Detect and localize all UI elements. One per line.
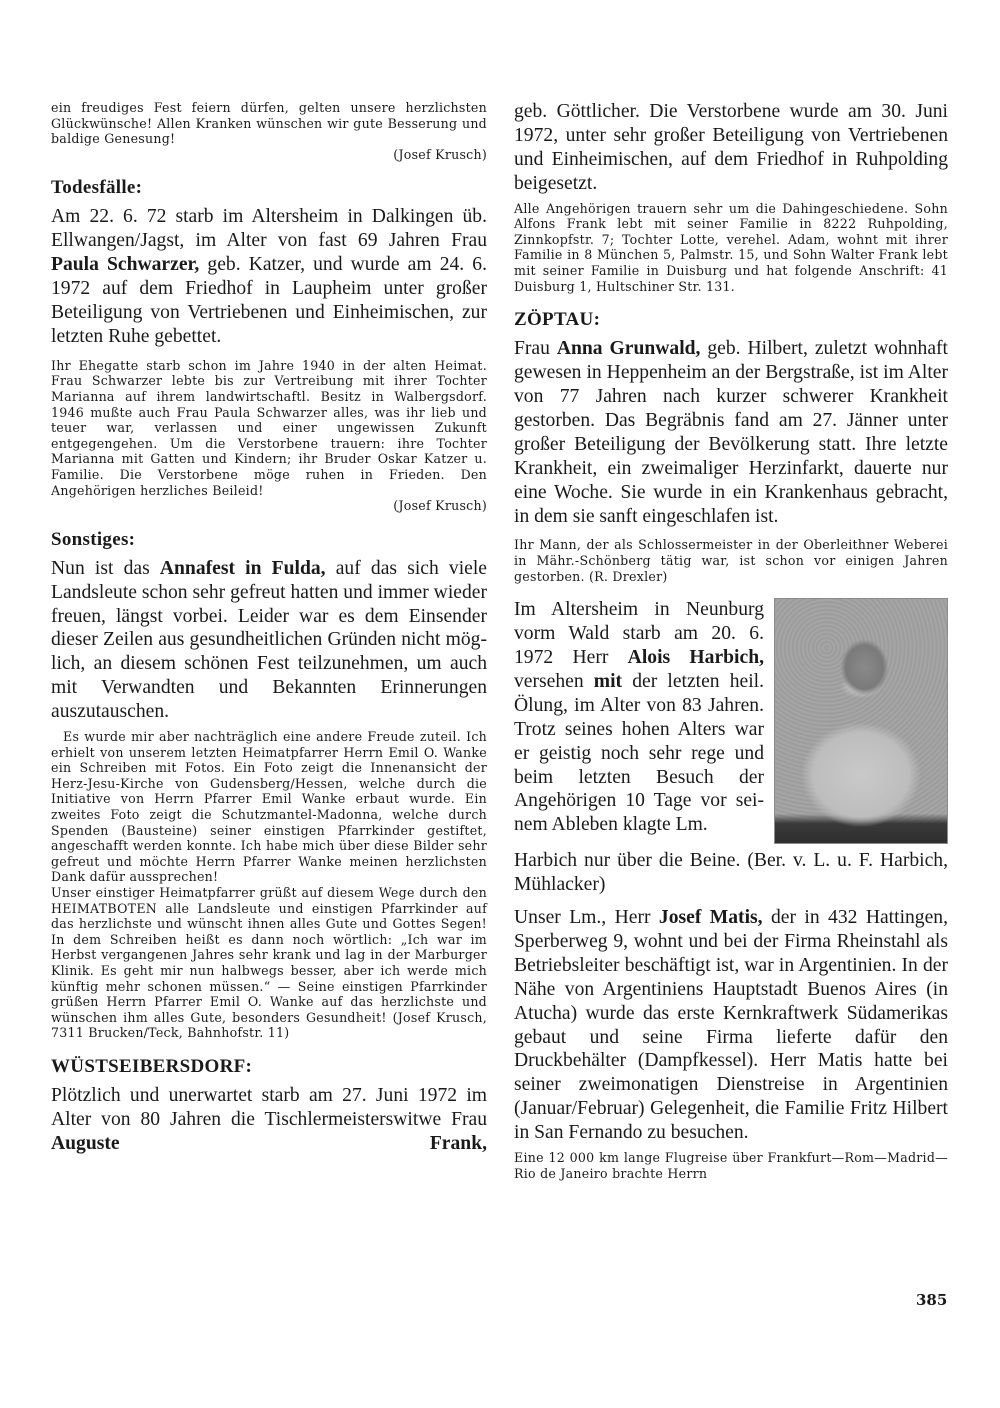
section-heading-todesfaelle: Todesfälle:	[51, 177, 143, 199]
deceased-name: Paula Schwarzer,	[51, 254, 200, 276]
text-segment: Frau	[514, 338, 557, 360]
left-column	[51, 100, 487, 1156]
sonstiges-paragraph-2: Es wurde mir aber nachträglich eine andere Freude zuteil. Ich erhielt von unserem letzten Heimatpfarrer Herrn Emil O. Wanke ein Schreiben mit Fotos. Ein Foto zeigt die Innenansicht der Herz-Jesu-Kirche von Gudensberg/Hessen, welche durch die Initiative von Herrn Pfarrer Emil Wanke erbaut wurde. Ein zweites Foto zeigt die Schutzmantel-Madonna, welche durch Spenden (Bausteine) seiner einstigen Pfarrkinder gestiftet, angeschafft werden konnte. Ich habe mich über diese Bilder sehr gefreut und möchte Herrn Pfarrer Wanke meinen herzlichsten Dank dafür aussprechen!	[51, 729, 487, 885]
text-segment: geb. Hilbert, zuletzt wohnhaft gewesen in Heppenheim an der Bergstraße, ist im Alter von 77 Jahren nach kurzer schwerer Krankheit gestorben. Das Begräbnis fand am 27. Jänner unter großer Beteiligung der Bevölkerung statt. Ihre letzte Krankheit, ein zweimaliger Herzinfarkt, dauerte nur eine Woche. Sie wurde in ein Krankenhaus gebracht, in dem sie sanft eingeschlafen ist.	[514, 338, 948, 527]
harbich-paragraph-continued: Harbich nur über die Beine. (Ber. v. L. u. F. Harbich, Mühlacker)	[514, 850, 948, 896]
deceased-name: Auguste Frank,	[51, 1132, 487, 1154]
text-segment: Plötzlich und unerwartet starb am 27. Juni 1972 im Alter von 80 Jahren die Tischlermeisterswitwe Frau	[51, 1084, 487, 1130]
text-segment: Unser Lm., Herr	[514, 907, 659, 929]
text-segment: versehen	[514, 670, 594, 692]
intro-signature: (Josef Krusch)	[393, 146, 487, 162]
section-heading-wuestseibersdorf: WÜSTSEIBERSDORF:	[51, 1055, 253, 1077]
todesfaelle-paragraph-1	[51, 205, 487, 348]
text-segment: der in 432 Hattingen, Sperberweg 9, wohnt und bei der Firma Rheinstahl als Betriebsleiter beschäftigt ist, war in Argentinien. In der Nähe von Argentiniens Hauptstadt Buenos Aires (in Atucha) wurde das erste Kernkraftwerk Südamerikas gebaut und seine Firma lieferte dafür den Druckbehälter (Dampfkessel). Herr Matis hatte bei seiner zweimonatigen Dienstreise in Argentinien (Januar/Februar) Gelegenheit, die Familie Fritz Hilbert in San Fernando zu besuchen.	[514, 907, 948, 1144]
person-name: Josef Matis,	[658, 907, 763, 929]
page-number: 385	[916, 1291, 948, 1309]
harbich-paragraph-1	[514, 598, 764, 837]
matis-paragraph-2: Eine 12 000 km lange Flugreise über Frankfurt—Rom—Madrid—Rio de Janeiro brachte Herrn	[514, 1150, 948, 1181]
section-heading-zoeptau: ZÖPTAU:	[514, 309, 601, 331]
text-segment: Am 22. 6. 72 starb im Altersheim in Dalkingen üb. Ellwangen/Jagst, im Alter von fast 69 Jahren Frau	[51, 206, 487, 252]
wuestseibersdorf-paragraph-1	[51, 1084, 487, 1156]
sonstiges-paragraph-3: Unser einstiger Heimatpfarrer grüßt auf diesem Wege durch den HEIMATBOTEN alle Landsleute und einstigen Pfarrkinder auf das herzlichste und wünscht ihnen alles Gute und Gottes Segen! In dem Schreiben heißt es dann noch wörtlich: „Ich war im Herbst vergangenen Jahres sehr krank und lag in der Marburger Klinik. Es geht mir nun halbwegs besser, aber ich werde mich künftig mehr schonen müssen.“ — Seine einstigen Pfarrkinder grüßen Herrn Pfarrer Emil O. Wanke auf das herzlichste und wünschen ihm alles Gute, besonders Gesundheit! (Josef Krusch, 7311 Brucken/Teck, Bahnhofstr. 11)	[51, 885, 487, 1041]
text-segment: geb. Katzer, und wurde am 24. 6. 1972 auf dem Friedhof in Laupheim unter großer Beteiligung von Vertriebenen und Einheimischen, zur letzten Ruhe gebettet.	[51, 254, 487, 347]
harbich-photo-block	[514, 598, 948, 844]
zoeptau-paragraph-1	[514, 337, 948, 528]
text-segment: der letzten heil. Ölung, im Alter von 83 Jahren. Trotz seines hohen Alters war er geistig noch sehr rege und beim letzten Besuch der Angehörigen 10 Tage vor seinem Ableben klagte Lm.	[514, 670, 765, 836]
todesfaelle-paragraph-2: Ihr Ehegatte starb schon im Jahre 1940 in der alten Heimat. Frau Schwarzer lebte bis zur Vertreibung mit ihrer Tochter Marianna auf ihrem landwirtschaftl. Besitz in Walbergsdorf. 1946 mußte auch Frau Paula Schwarzer alles, was ihr lieb und teuer war, verlassen und einer ungewissen Zukunft entgegengehen. Um die Verstorbene trauern: ihre Tochter Marianna mit Gatten und Kindern; ihr Bruder Oskar Katzer u. Familie. Die Verstorbene möge ruhen in Frieden. Den Angehörigen herzliches Beileid!	[51, 357, 487, 498]
deceased-name: Alois Harbich,	[627, 647, 764, 669]
frank-continued-paragraph: geb. Göttlicher. Die Verstorbene wurde am 30. Juni 1972, unter sehr großer Beteiligung von Vertriebenen und Einheimischen, auf dem Friedhof in Ruhpolding beigesetzt.	[514, 101, 948, 194]
text-segment: Im Altersheim in Neunburg vorm Wald starb am 20. 6. 1972 Herr	[514, 599, 764, 669]
zoeptau-paragraph-2: Ihr Mann, der als Schlossermeister in der Oberleithner Weberei in Mähr.-Schönberg tätig war, ist schon vor einigen Jahren gestorben. (R. Drexler)	[514, 537, 948, 584]
frank-family-paragraph: Alle Angehörigen trauern sehr um die Dahingeschiedene. Sohn Alfons Frank lebt mit seiner Familie in 8222 Ruhpolding, Zinnkopfstr. 7; Tochter Lotte, verehel. Adam, wohnt mit ihrer Familie in 8 München 5, Palmstr. 15, und Sohn Walter Frank lebt mit seiner Familie in Duisburg und hat folgende Anschrift: 41 Duisburg 1, Hultschiner Str. 131.	[514, 200, 948, 294]
section-heading-sonstiges: Sonstiges:	[51, 528, 136, 550]
deceased-name: Anna Grunwald,	[556, 338, 701, 360]
intro-paragraph: ein freudiges Fest feiern dürfen, gelten unsere herzlichsten Glückwünsche! Allen Kranken wünschen wir gute Besserung und baldige Genesung!	[51, 100, 487, 147]
text-segment: mit	[593, 670, 623, 692]
right-column	[514, 100, 948, 1181]
sonstiges-paragraph-1	[51, 557, 487, 724]
text-segment: auf das sich viele Landsleute schon sehr gefreut hatten und immer wieder freuen, längst vorbei. Leider war es dem Einsender dieser Zeilen aus gesundheitlichen Gründen nicht möglich, an diesem schönen Fest teilzunehmen, um auch mit Verwandten und Bekannten Erinnerungen auszutauschen.	[51, 557, 487, 723]
matis-paragraph-1	[514, 906, 948, 1145]
todesfaelle-signature: (Josef Krusch)	[393, 498, 487, 514]
text-segment: Nun ist das	[51, 557, 160, 579]
event-name: Annafest in Fulda,	[159, 557, 326, 579]
portrait-photo	[774, 598, 948, 844]
